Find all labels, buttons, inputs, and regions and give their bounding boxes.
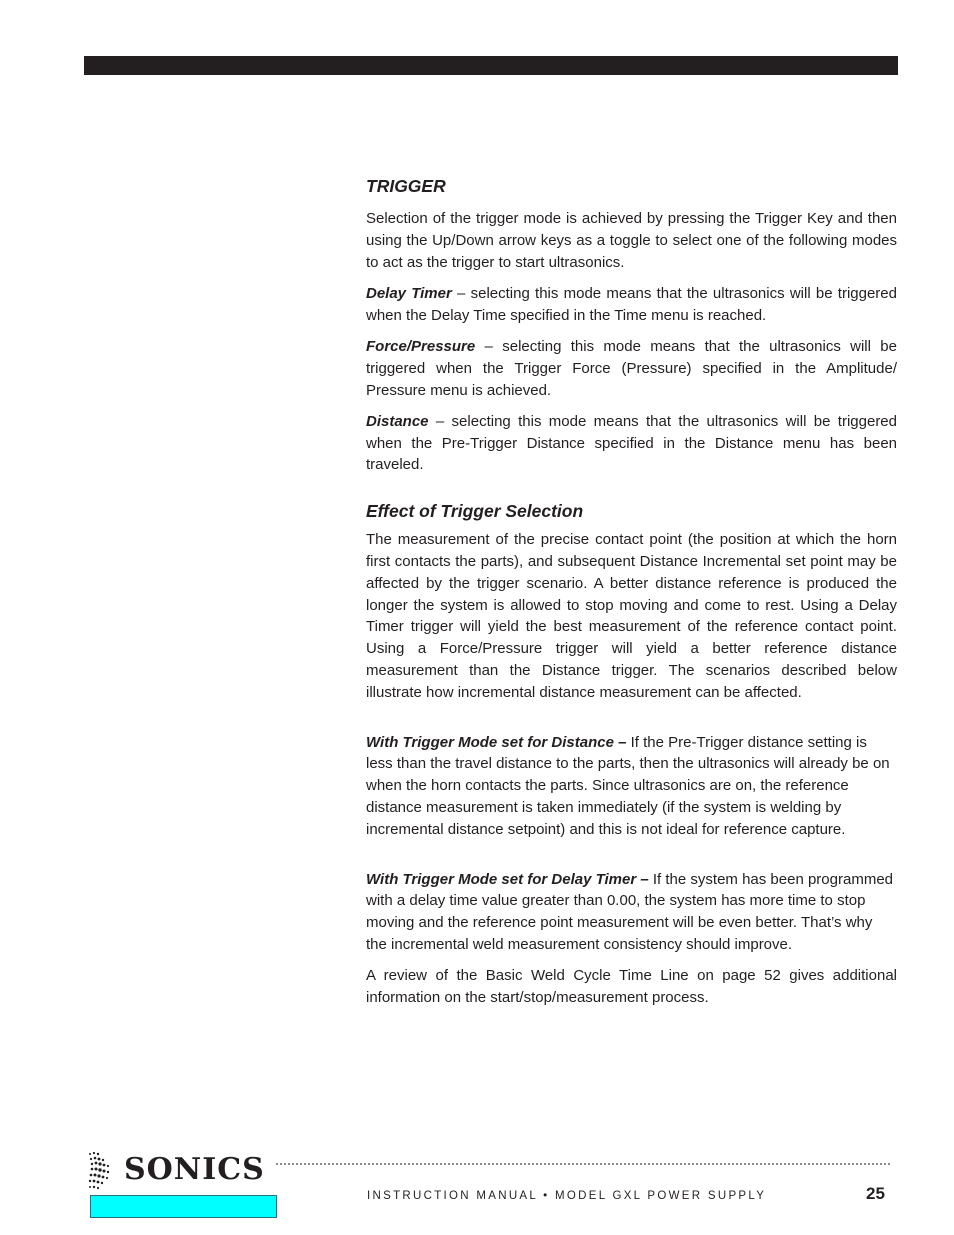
paragraph-review	[366, 965, 897, 1009]
footer-dotted-rule	[275, 1163, 890, 1165]
paragraph-trigger-intro	[366, 208, 897, 273]
section-heading-trigger: TRIGGER	[366, 176, 446, 196]
paragraph-force-pressure	[366, 336, 897, 401]
term-distance: Distance	[366, 412, 429, 430]
paragraph-text: Selection of the trigger mode is achieved by pressing the Trigger Key and then using the Up/Down arrow keys as a toggle to select one of the following modes to act as the trigger to start ultrasonics.	[366, 210, 897, 271]
footer-color-bar	[90, 1195, 277, 1218]
paragraph-text: – selecting this mode means that the ultrasonics will be triggered when the Delay Time specified in the Time menu is reached.	[366, 284, 897, 324]
footer-manual-title: INSTRUCTION MANUAL • MODEL GXL POWER SUPPLY	[367, 1190, 767, 1202]
paragraph-text: – selecting this mode means that the ultrasonics will be triggered when the Pre-Trigger Distance specified in the Distance menu has been traveled.	[366, 412, 897, 474]
header-bar	[84, 56, 898, 75]
paragraph-text: A review of the Basic Weld Cycle Time Line on page 52 gives additional information on the start/stop/measurement process.	[366, 967, 897, 1007]
term-mode-delay-timer: With Trigger Mode set for Delay Timer –	[366, 870, 649, 888]
paragraph-mode-delay-timer	[366, 869, 897, 956]
main-content	[366, 172, 897, 1018]
paragraph-effect-intro	[366, 529, 897, 703]
sonics-logo-mark-icon	[86, 1150, 114, 1192]
paragraph-distance	[366, 411, 897, 476]
paragraph-mode-distance	[366, 732, 897, 841]
section-heading-effect: Effect of Trigger Selection	[366, 501, 584, 522]
paragraph-text: If the Pre-Trigger distance setting is less than the travel distance to the parts, then the ultrasonics will already be on when the horn contacts the parts. Since ultrasonics are on, the reference distance measurement is taken immediately (if the system is welding by incremental distance setpoint) and this is not ideal for reference capture.	[366, 733, 890, 838]
page-number: 25	[866, 1184, 885, 1203]
term-force-pressure: Force/Pressure	[366, 337, 476, 355]
paragraph-delay-timer	[366, 283, 897, 327]
term-mode-distance: With Trigger Mode set for Distance –	[366, 733, 627, 751]
paragraph-text: If the system has been programmed with a delay time value greater than 0.00, the system has more time to stop moving and the reference point measurement will be even better. That’s why the incremental weld measurement consistency should improve.	[366, 870, 894, 954]
sonics-logo-text: SONICS	[124, 1152, 265, 1187]
paragraph-text: The measurement of the precise contact point (the position at which the horn first contacts the parts), and subsequent Distance Incremental set point may be affected by the trigger scenario. A better distance reference is produced the longer the system is allowed to stop moving and come to rest. Using a Delay Timer trigger will yield the best measurement of the reference contact point. Using a Force/Pressure trigger will yield a better reference distance measurement than the Distance trigger. The scenarios described below illustrate how incremental distance measurement can be affected.	[366, 531, 897, 701]
paragraph-text: – selecting this mode means that the ultrasonics will be triggered when the Trigger Force (Pressure) specified in the Amplitude/ Pressure menu is achieved.	[366, 337, 897, 399]
term-delay-timer: Delay Timer	[366, 284, 452, 302]
